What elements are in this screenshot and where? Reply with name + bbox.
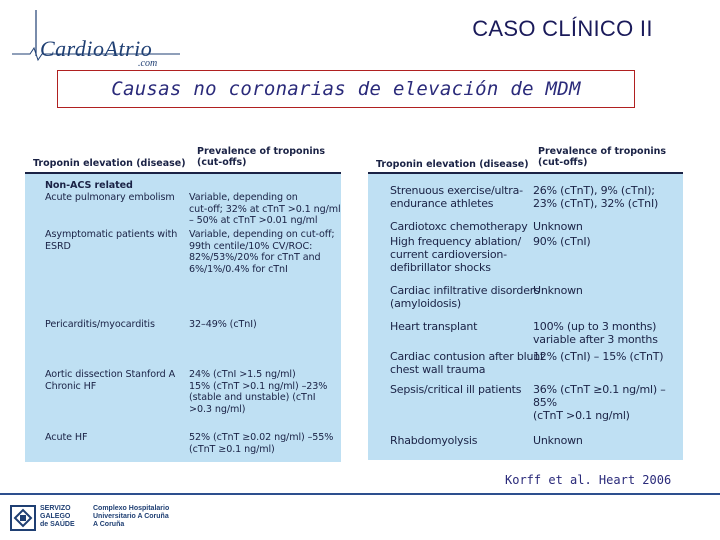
left-col1-header: Troponin elevation (disease)	[33, 158, 186, 169]
sergas-logo	[10, 503, 180, 535]
citation: Korff et al. Heart 2006	[505, 473, 672, 487]
right-col2-header-2: (cut-offs)	[538, 157, 588, 168]
right-row-prevalence: Unknown	[533, 284, 583, 297]
right-row-prevalence: 12% (cTnI) – 15% (cTnT)	[533, 350, 664, 363]
right-row-prevalence: 36% (cTnT ≥0.1 ng/ml) – 85% (cTnT >0.1 ng/ml)	[533, 383, 666, 423]
right-row-disease: Cardiac contusion after blunt chest wall trauma	[390, 350, 545, 377]
left-row-disease: Acute pulmonary embolism	[45, 192, 175, 203]
left-col2-header-1: Prevalence of troponins	[197, 146, 326, 157]
left-col2-header-2: (cut-offs)	[197, 157, 247, 168]
right-row-disease: Strenuous exercise/ultra- endurance athletes	[390, 184, 523, 211]
left-row-disease: Aortic dissection Stanford A Chronic HF	[45, 369, 176, 392]
subtitle-box	[57, 70, 635, 108]
right-row-prevalence: 100% (up to 3 months) variable after 3 months	[533, 320, 658, 347]
right-row-prevalence: 26% (cTnT), 9% (cTnI); 23% (cTnT), 32% (cTnI)	[533, 184, 659, 211]
sergas-emblem-icon	[10, 505, 36, 531]
right-row-disease: Cardiotoxc chemotherapy	[390, 220, 528, 233]
left-row-disease: Acute HF	[45, 432, 88, 443]
left-row-disease: Asymptomatic patients with ESRD	[45, 229, 178, 252]
right-col2-header-1: Prevalence of troponins	[538, 146, 667, 157]
right-row-prevalence: 90% (cTnI)	[533, 235, 591, 248]
right-table	[368, 140, 683, 460]
right-col1-header: Troponin elevation (disease)	[376, 159, 529, 170]
cardioatrio-logo	[10, 8, 185, 70]
right-row-prevalence: Unknown	[533, 220, 583, 233]
right-row-disease: Cardiac infiltrative disorders (amyloidosis)	[390, 284, 540, 311]
footer-divider	[0, 493, 720, 495]
right-row-disease: Heart transplant	[390, 320, 478, 333]
hospital-name: Complexo Hospitalario Universitario A Coruña A Coruña	[93, 505, 170, 528]
right-row-disease: Sepsis/critical ill patients	[390, 383, 522, 396]
left-row-prevalence: 52% (cTnT ≥0.02 ng/ml) –55% (cTnT ≥0.1 ng/ml)	[189, 432, 334, 455]
left-table-header	[25, 140, 341, 174]
logo-text: CardioAtrio	[40, 36, 153, 61]
left-row-prevalence: 24% (cTnI >1.5 ng/ml) 15% (cTnT >0.1 ng/ml) –23% (stable and unstable) (cTnI >0.3 ng/ml)	[189, 369, 328, 415]
left-row-prevalence: Variable, depending on cut-off; 32% at cTnT >0.1 ng/ml – 50% at cTnT >0.01 ng/ml	[189, 192, 341, 227]
right-table-header	[368, 140, 683, 174]
subtitle: Causas no coronarias de elevación de MDM	[111, 78, 581, 100]
org-name: SERVIZO GALEGO de SAÚDE	[40, 505, 75, 528]
left-row-disease: Pericarditis/myocarditis	[45, 319, 155, 330]
right-row-disease: High frequency ablation/ current cardioversion- defibrillator shocks	[390, 235, 521, 275]
left-row-prevalence: Variable, depending on cut-off; 99th centile/10% CV/ROC: 82%/53%/20% for cTnT and 6%/1%/0.4% for cTnI	[189, 229, 335, 275]
right-row-prevalence: Unknown	[533, 434, 583, 447]
logo-sub: .com	[138, 58, 158, 69]
slide-title: CASO CLÍNICO II	[472, 16, 653, 41]
left-section-label: Non-ACS related	[45, 180, 133, 191]
left-table	[25, 140, 341, 462]
right-row-disease: Rhabdomyolysis	[390, 434, 478, 447]
left-row-prevalence: 32–49% (cTnI)	[189, 319, 257, 330]
